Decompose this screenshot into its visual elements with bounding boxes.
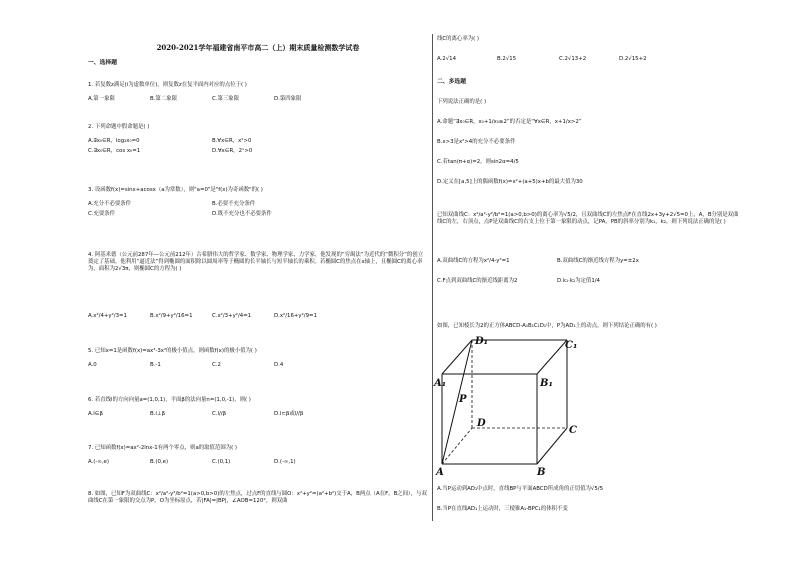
q4-option-b[interactable]: B.x²/9+y²/16=1 xyxy=(150,313,193,319)
question-9 xyxy=(437,99,743,185)
vertex-a-label: A xyxy=(436,467,444,478)
q5-option-a[interactable]: A.0 xyxy=(88,362,97,368)
question-6 xyxy=(88,397,428,417)
q9-option-a[interactable]: A.命题“∃x₀∈R，x₀+1/x₀≥2”的否定是“∀x∈R，x+1/x>2” xyxy=(437,119,582,125)
q8-option-a[interactable]: A.2√14 xyxy=(437,56,457,62)
edge-bc xyxy=(537,428,567,464)
q8-option-b[interactable]: B.2√15 xyxy=(497,56,517,62)
q5-option-b[interactable]: B.-1 xyxy=(150,362,161,368)
q6-option-c[interactable]: C.l//β xyxy=(212,411,227,417)
q9-option-b[interactable]: B.x>3是x²>4的充分不必要条件 xyxy=(437,139,516,145)
question-1-stem: 1. 若复数z满足(i为虚数单位)，则复数z在复平面内对应的点位于( ) xyxy=(88,82,247,88)
q1-option-b[interactable]: B.第二象限 xyxy=(150,96,177,102)
q1-option-d[interactable]: D.第四象限 xyxy=(274,96,302,102)
question-10-stem: 已知双曲线C：x²/a²-y²/b²=1(a>0,b>0)的离心率为√5/2，且双曲线C的左焦点F在直线2x+3y+2√5=0上，A，B分别是双曲线C的左，右顶点，点P是双曲线C的右支上位于第一象限的动点，记PA，PB的斜率分别为k₁，k₂，则下列说法正确的是( ) xyxy=(437,212,739,225)
q2-option-a[interactable]: A.∃x₀∈R，log₂x₀=0 xyxy=(88,138,140,144)
q7-option-d[interactable]: D.(-∞,1) xyxy=(274,459,296,465)
vertex-c-label: C xyxy=(569,425,577,436)
column-divider xyxy=(432,34,433,521)
question-8 xyxy=(88,491,428,505)
question-2-stem: 2. 下列命题中假命题是( ) xyxy=(88,124,150,130)
q8-option-d[interactable]: D.2√15+2 xyxy=(619,56,647,62)
question-4-stem: 4. 阿基米德（公元前287年—公元前212年）古希腊伟大的哲学家、数学家、物理学家、力学家，他发现的“穷竭法”为近代的“微积分”的创立奠定了基础。他利用“逼近法”得到椭圆的面积除以圆周率等于椭圆的长半轴长与短半轴长的乘积。若椭圆C的焦点在x轴上，且椭圆C的离心率为，面积为2√3π，则椭圆C的方程为( ) xyxy=(88,252,424,272)
vertex-a1-label: A₁ xyxy=(434,378,447,389)
q6-option-d[interactable]: D.l⊂β或l//β xyxy=(274,411,304,417)
question-11-stem: 如图，已知棱长为2的正方体ABCD-A₁B₁C₁D₁中，P为AD₁上的动点，则下列结论正确的有( ) xyxy=(437,323,657,329)
q3-option-b[interactable]: B.必要不充分条件 xyxy=(212,201,256,207)
q3-option-c[interactable]: C.充要条件 xyxy=(88,211,116,217)
q5-option-c[interactable]: C.2 xyxy=(212,362,221,368)
q4-option-a[interactable]: A.x²/4+y²/3=1 xyxy=(88,313,127,319)
vertex-d-label: D xyxy=(477,418,486,429)
question-6-stem: 6. 若直线l的方向向量a=(1,0,1)，平面β的法向量n=(1,0,-1)，则( ) xyxy=(88,397,251,403)
q1-option-c[interactable]: C.第三象限 xyxy=(212,96,240,102)
q8-option-c[interactable]: C.2√13+2 xyxy=(559,56,587,62)
q9-option-c[interactable]: C.若tan(π+α)=2，则sin2α=4/5 xyxy=(437,159,519,165)
question-7 xyxy=(88,445,428,465)
vertex-b-label: B xyxy=(537,467,546,478)
question-1 xyxy=(88,82,428,102)
section-multi-title: 二、多选题 xyxy=(437,79,466,85)
q10-option-a[interactable]: A.双曲线C的方程为x²/4-y²=1 xyxy=(437,258,510,264)
question-5 xyxy=(88,348,428,368)
exam-title: 2020-2021学年福建省南平市高二（上）期末质量检测数学试卷 xyxy=(156,43,360,52)
q11-option-a[interactable]: A.当P运动到AD₁中点时，直线BP与平面ABCD所成角的正切值为√5/5 xyxy=(437,486,604,492)
question-9-stem: 下列说法正确的是( ) xyxy=(437,99,487,105)
q2-option-c[interactable]: C.∃x₀∈R，cos x₀=1 xyxy=(88,148,141,154)
question-8-stem: 8. 如图，已知F为双曲线C：x²/a²-y²/b²=1(a>0,b>0)的左焦点，过点F的直线与圆O：x²+y²=(a²+b²)交于A，B两点（A在F，B之间），与双曲线C在第一象限的交点为P，O为坐标原点，若|FA|=|BP|，∠AOB=120°，则双曲 xyxy=(88,491,427,504)
q10-option-c[interactable]: C.F点到双曲线C的渐近线距离为2 xyxy=(437,278,518,284)
cube-figure xyxy=(434,334,607,478)
q4-option-c[interactable]: C.x²/3+y²/4=1 xyxy=(212,313,252,319)
question-11 xyxy=(437,323,743,330)
question-10 xyxy=(437,212,743,284)
q6-option-b[interactable]: B.l⊥β xyxy=(150,411,166,417)
point-p-label: P xyxy=(459,394,467,405)
q7-option-b[interactable]: B.(0,e) xyxy=(150,459,169,465)
diagonal-ad1 xyxy=(442,340,472,464)
q6-option-a[interactable]: A.l∈β xyxy=(88,411,103,417)
q11-option-b[interactable]: B.当P在直线AD₁上运动时，三棱锥A₁-BPC₁的体积不变 xyxy=(437,506,568,512)
section-choice-title: 一、选择题 xyxy=(88,60,117,66)
q10-option-b[interactable]: B.双曲线C的渐近线方程为y=±2x xyxy=(557,258,639,264)
question-8-continued-stem: 线C的离心率为( ) xyxy=(437,36,480,42)
question-3 xyxy=(88,187,428,217)
q1-option-a[interactable]: A.第一象限 xyxy=(88,96,115,102)
q7-option-c[interactable]: C.(0,1) xyxy=(212,459,231,465)
q7-option-a[interactable]: A.(-∞,e) xyxy=(88,459,109,465)
edge-b1c1 xyxy=(537,340,567,374)
q3-option-d[interactable]: D.既不充分也不必要条件 xyxy=(212,211,272,217)
q10-option-d[interactable]: D.k₁·k₂为定值1/4 xyxy=(557,278,600,284)
q3-option-a[interactable]: A.充分不必要条件 xyxy=(88,201,132,207)
question-2 xyxy=(88,124,428,154)
question-5-stem: 5. 已知x=1是函数f(x)=ax³-3x²的极小值点，则函数f(x)的极小值为( ) xyxy=(88,348,257,354)
question-7-stem: 7. 已知函数f(x)=ax²-2lnx-1有两个零点，则a的取值范围为( ) xyxy=(88,445,238,451)
question-3-stem: 3. 设函数f(x)=sinx+acosx（a为常数），则"a=0"是"f(x)为奇函数"的( ) xyxy=(88,187,263,193)
q9-option-d[interactable]: D.定义在[a,5]上的偶函数f(x)=x²+(a+5)x+b的最大值为30 xyxy=(437,179,583,185)
question-4 xyxy=(88,252,428,319)
q2-option-d[interactable]: D.∀x∈R，2ˣ>0 xyxy=(212,148,253,154)
q5-option-d[interactable]: D.4 xyxy=(274,362,284,368)
vertex-b1-label: B₁ xyxy=(540,378,553,389)
q4-option-d[interactable]: D.x²/16+y²/9=1 xyxy=(274,313,317,319)
vertex-c1-label: C₁ xyxy=(565,340,578,351)
q2-option-b[interactable]: B.∀x∈R，x²>0 xyxy=(212,138,252,144)
vertex-d1-label: D₁ xyxy=(475,336,489,347)
question-8-continued xyxy=(437,36,743,62)
